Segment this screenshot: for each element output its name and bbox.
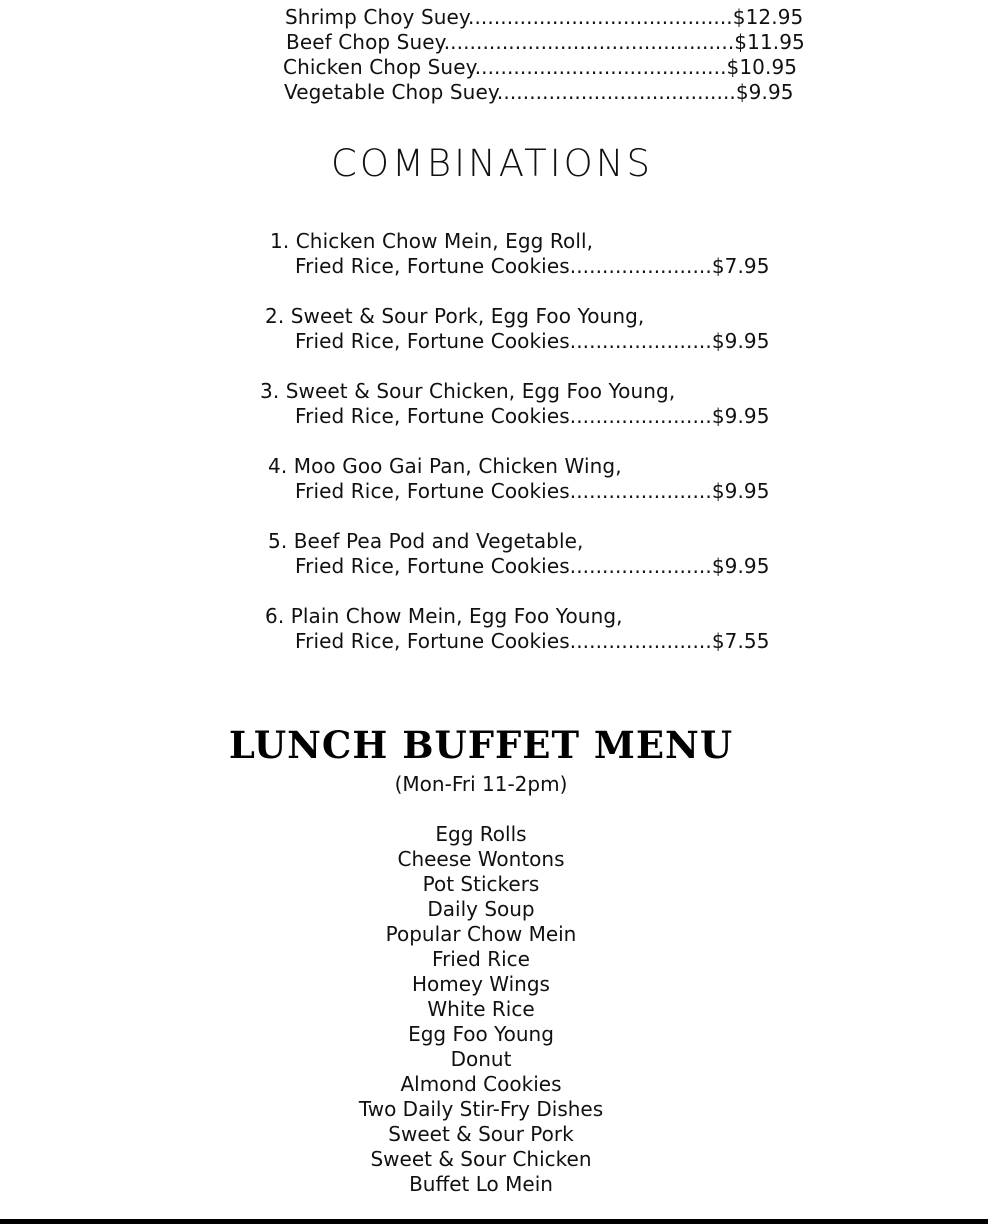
buffet-item: Two Daily Stir-Fry Dishes: [358, 1097, 604, 1121]
combo-6-line2: Fried Rice, Fortune Cookies......................$7.55: [295, 629, 770, 653]
combo-3-line2: Fried Rice, Fortune Cookies......................$9.95: [295, 404, 770, 428]
buffet-item: Pot Stickers: [422, 872, 540, 896]
combo-2-line1: 2. Sweet & Sour Pork, Egg Foo Young,: [265, 304, 645, 328]
lunch-buffet-list: [0, 822, 962, 1197]
buffet-item: Sweet & Sour Chicken: [370, 1147, 592, 1171]
combo-1-line2: Fried Rice, Fortune Cookies......................$7.95: [295, 254, 770, 278]
lunch-buffet-heading: LUNCH BUFFET MENU: [228, 723, 734, 767]
buffet-item: Egg Rolls: [435, 822, 527, 846]
menu-item-chicken-chop-suey: Chicken Chop Suey.......................................$10.95: [283, 55, 798, 79]
combinations-heading: COMBINATIONS: [331, 142, 653, 185]
combo-5-line2: Fried Rice, Fortune Cookies......................$9.95: [295, 554, 770, 578]
buffet-item: Popular Chow Mein: [385, 922, 577, 946]
buffet-item: Buffet Lo Mein: [409, 1172, 553, 1196]
combo-3-line1: 3. Sweet & Sour Chicken, Egg Foo Young,: [260, 379, 676, 403]
buffet-item: Donut: [450, 1047, 512, 1071]
menu-item-shrimp-choy-suey: Shrimp Choy Suey.........................................$12.95: [285, 5, 804, 29]
buffet-item: Fried Rice: [432, 947, 530, 971]
combo-4-line1: 4. Moo Goo Gai Pan, Chicken Wing,: [268, 454, 622, 478]
buffet-item: Almond Cookies: [400, 1072, 562, 1096]
combo-2-line2: Fried Rice, Fortune Cookies......................$9.95: [295, 329, 770, 353]
combo-5-line1: 5. Beef Pea Pod and Vegetable,: [268, 529, 584, 553]
buffet-item: Cheese Wontons: [397, 847, 565, 871]
buffet-item: Sweet & Sour Pork: [388, 1122, 574, 1146]
combo-4-line2: Fried Rice, Fortune Cookies......................$9.95: [295, 479, 770, 503]
buffet-item: Daily Soup: [427, 897, 535, 921]
combo-1-line1: 1. Chicken Chow Mein, Egg Roll,: [270, 229, 594, 253]
bottom-divider: [0, 1219, 988, 1224]
menu-item-beef-chop-suey: Beef Chop Suey.............................................$11.95: [286, 30, 805, 54]
lunch-buffet-hours: (Mon-Fri 11-2pm): [394, 772, 568, 796]
buffet-item: Homey Wings: [412, 972, 550, 996]
buffet-item: White Rice: [427, 997, 535, 1021]
combo-6-line1: 6. Plain Chow Mein, Egg Foo Young,: [265, 604, 623, 628]
menu-item-vegetable-chop-suey: Vegetable Chop Suey.....................................$9.95: [284, 80, 794, 104]
buffet-item: Egg Foo Young: [408, 1022, 554, 1046]
